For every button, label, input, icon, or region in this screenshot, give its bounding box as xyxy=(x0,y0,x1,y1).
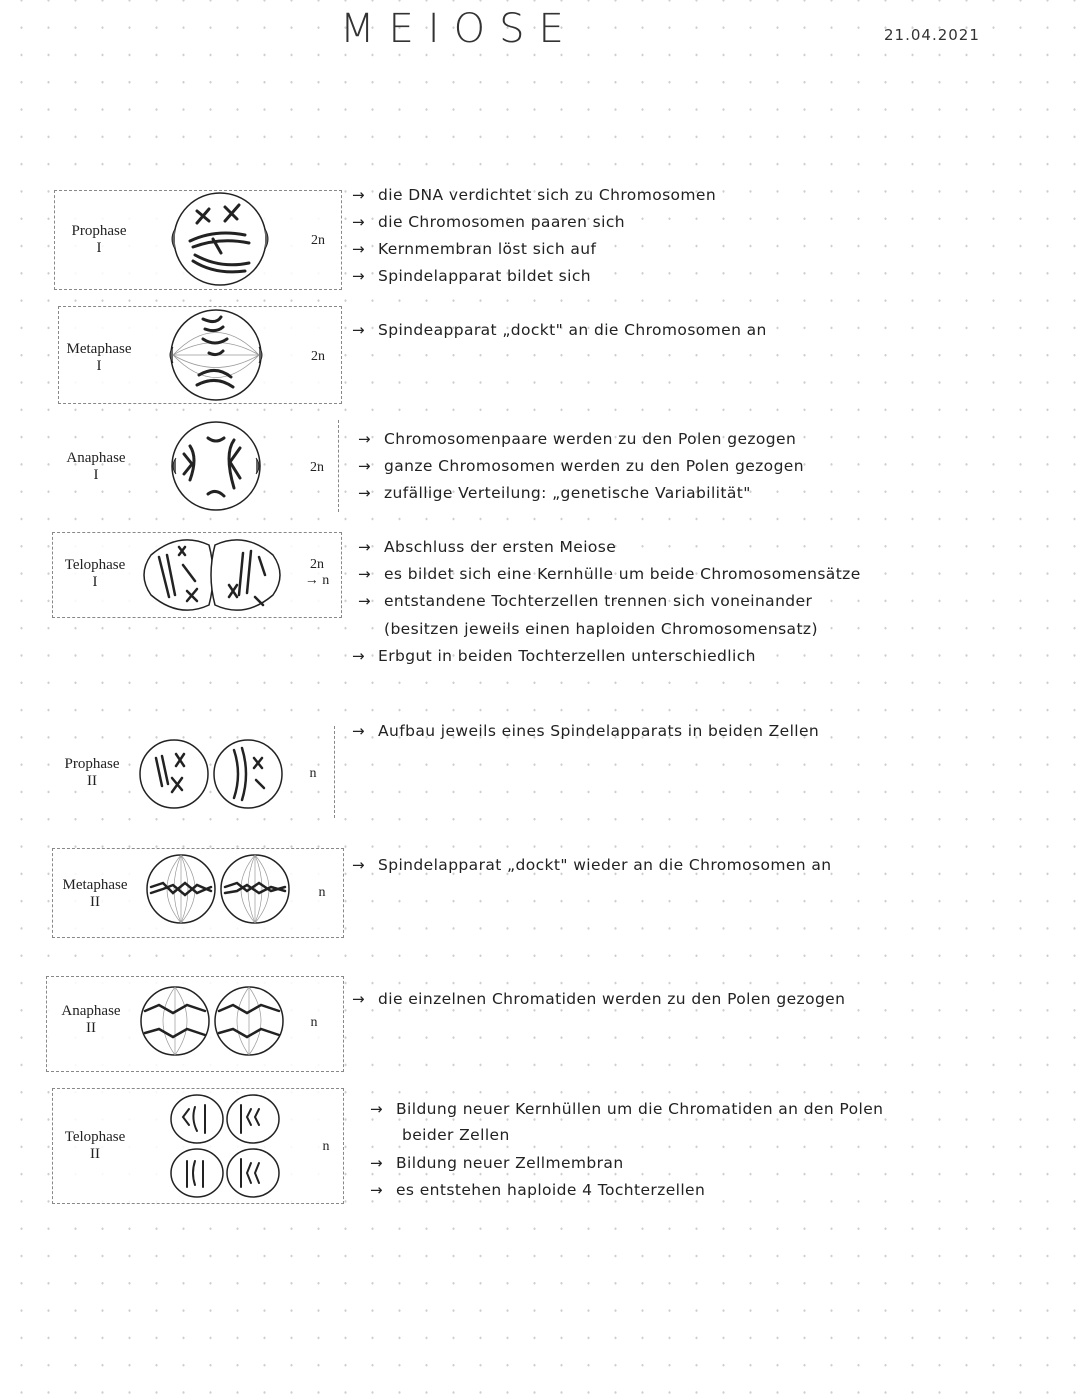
note-telophase-1: → Abschluss der ersten Meiose xyxy=(358,538,617,556)
cell-diagram-metaphase-2 xyxy=(143,851,293,931)
phase-area-prophase-2 xyxy=(52,726,334,818)
phase-box-metaphase-1 xyxy=(58,306,342,404)
note-anaphase-1: → Chromosomenpaare werden zu den Polen gezogen xyxy=(358,430,797,448)
phase-box-prophase-2 xyxy=(334,726,335,818)
note-anaphase-1: → ganze Chromosomen werden zu den Polen gezogen xyxy=(358,457,804,475)
phase-label: Anaphase II xyxy=(61,1003,121,1036)
note-telophase-2: → es entstehen haploide 4 Tochterzellen xyxy=(370,1181,706,1199)
phase-box-anaphase-1 xyxy=(338,420,339,512)
cell-diagram-telophase-2 xyxy=(157,1091,287,1201)
phase-area-anaphase-1 xyxy=(54,420,338,512)
ploidy: 2n xyxy=(311,349,325,364)
ploidy: n xyxy=(318,885,326,900)
note-anaphase-2: → die einzelnen Chromatiden werden zu den Polen gezogen xyxy=(352,990,846,1008)
note-metaphase-1: → Spindeapparat „dockt" an die Chromosomen an xyxy=(352,321,767,339)
note-telophase-1: (besitzen jeweils einen haploiden Chromosomensatz) xyxy=(384,620,818,638)
date: 21.04.2021 xyxy=(884,26,980,44)
note-telophase-2: → Bildung neuer Zellmembran xyxy=(370,1154,624,1172)
cell-diagram-prophase-1 xyxy=(165,189,275,289)
phase-label: Prophase I xyxy=(71,223,127,256)
note-telophase-1: → entstandene Tochterzellen trennen sich voneinander xyxy=(358,592,813,610)
note-telophase-2: → Bildung neuer Kernhüllen um die Chromatiden an den Polen xyxy=(370,1100,884,1118)
phase-box-telophase-2 xyxy=(52,1088,344,1204)
cell-diagram-prophase-2 xyxy=(138,734,288,814)
ploidy: n xyxy=(309,766,317,781)
page-title: MEIOSE xyxy=(340,6,578,52)
ploidy: 2n xyxy=(310,460,324,475)
phase-box-telophase-1 xyxy=(52,532,342,618)
phase-label: Prophase II xyxy=(64,756,120,789)
ploidy: 2n → n xyxy=(304,557,330,588)
note-prophase-2: → Aufbau jeweils eines Spindelapparats in beiden Zellen xyxy=(352,722,820,740)
note-telophase-1: → es bildet sich eine Kernhülle um beide Chromosomensätze xyxy=(358,565,861,583)
note-prophase-1: → Spindelapparat bildet sich xyxy=(352,267,591,285)
phase-label: Metaphase II xyxy=(62,877,128,910)
cell-diagram-anaphase-2 xyxy=(137,983,287,1063)
phase-label: Metaphase I xyxy=(66,341,132,374)
note-prophase-1: → die Chromosomen paaren sich xyxy=(352,213,625,231)
note-prophase-1: → Kernmembran löst sich auf xyxy=(352,240,597,258)
note-prophase-1: → die DNA verdichtet sich zu Chromosomen xyxy=(352,186,717,204)
phase-box-prophase-1 xyxy=(54,190,342,290)
note-telophase-1: → Erbgut in beiden Tochterzellen unterschiedlich xyxy=(352,647,756,665)
phase-box-anaphase-2 xyxy=(46,976,344,1072)
phase-label: Telophase I xyxy=(64,557,126,590)
note-metaphase-2: → Spindelapparat „dockt" wieder an die Chromosomen an xyxy=(352,856,832,874)
phase-label: Telophase II xyxy=(64,1129,126,1162)
ploidy: n xyxy=(310,1015,318,1030)
note-anaphase-1: → zufällige Verteilung: „genetische Variabilität" xyxy=(358,484,751,502)
ploidy: n xyxy=(322,1139,330,1154)
ploidy: 2n xyxy=(311,233,325,248)
cell-diagram-anaphase-1 xyxy=(168,418,268,514)
cell-diagram-metaphase-1 xyxy=(161,305,271,405)
phase-box-metaphase-2 xyxy=(52,848,344,938)
phase-label: Anaphase I xyxy=(66,450,126,483)
cell-diagram-telophase-1 xyxy=(139,535,289,615)
note-telophase-2: beider Zellen xyxy=(402,1126,510,1144)
